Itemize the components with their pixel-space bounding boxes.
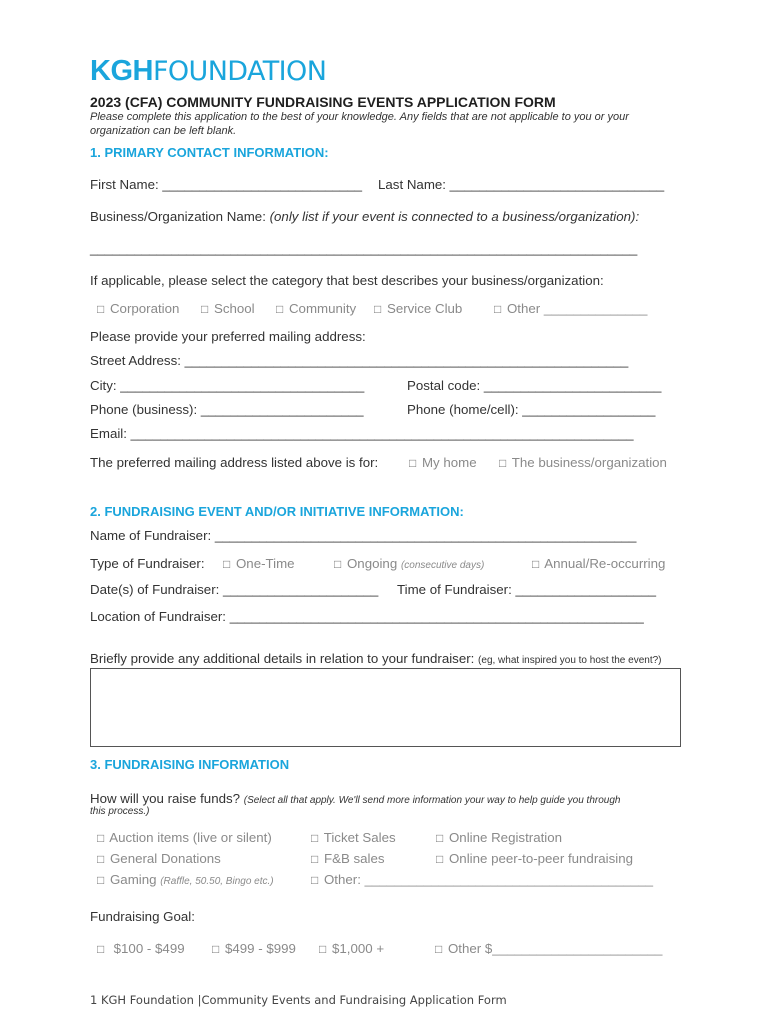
first-name-field[interactable]: First Name: ___________________________ [90,177,363,192]
raise-funds-note: (Select all that apply. We'll send more information your way to help guide you through [243,795,621,806]
goal-100-499[interactable]: □ $100 - $499 [97,941,185,956]
checkbox-icon[interactable]: □ [499,456,507,470]
form-intro: Please complete this application to the best of your knowledge. Any fields that are not applicable to you or your organization can be left blank. [90,111,629,137]
city-field[interactable]: City: _________________________________ [90,378,365,393]
category-school[interactable]: □ School [201,301,255,316]
category-community[interactable]: □ Community [276,301,357,316]
fundraiser-type-label: Type of Fundraiser: [90,556,205,571]
checkbox-icon[interactable]: □ [97,942,105,956]
checkbox-icon[interactable]: □ [97,302,105,316]
checkbox-icon[interactable]: □ [311,873,319,887]
details-textarea[interactable] [90,668,681,747]
page-footer: 1 KGH Foundation |Community Events and Fundraising Application Form [90,993,507,1007]
checkbox-icon[interactable]: □ [97,852,105,866]
checkbox-icon[interactable]: □ [311,852,319,866]
phone-business-field[interactable]: Phone (business): ______________________ [90,402,364,417]
checkbox-icon[interactable]: □ [276,302,284,316]
fundraiser-location-field[interactable]: Location of Fundraiser: ________________________________________________________ [90,609,644,624]
mailing-option-home[interactable]: □ My home [409,455,477,470]
checkbox-icon[interactable]: □ [532,557,540,571]
fundraiser-time-field[interactable]: Time of Fundraiser: ___________________ [397,582,656,597]
checkbox-icon[interactable]: □ [212,942,220,956]
fundraising-goal-label: Fundraising Goal: [90,909,195,924]
raise-funds-note-cont: this process.) [90,806,150,817]
logo-light-text: FOUNDATION [152,55,327,87]
postal-code-field[interactable]: Postal code: ________________________ [407,378,662,393]
last-name-field[interactable]: Last Name: _____________________________ [378,177,665,192]
goal-499-999[interactable]: □ $499 - $999 [212,941,296,956]
mailing-option-business[interactable]: □ The business/organization [499,455,667,470]
fundraiser-name-field[interactable]: Name of Fundraiser: _________________________________________________________ [90,528,637,543]
section-3-heading: 3. FUNDRAISING INFORMATION [90,757,290,772]
category-service-club[interactable]: □ Service Club [374,301,463,316]
category-other[interactable]: □ Other ______________ [494,301,648,316]
method-peer-to-peer[interactable]: □ Online peer-to-peer fundraising [436,851,633,866]
section-1-heading: 1. PRIMARY CONTACT INFORMATION: [90,145,329,160]
checkbox-icon[interactable]: □ [374,302,382,316]
section-2-heading: 2. FUNDRAISING EVENT AND/OR INITIATIVE INFORMATION: [90,504,464,519]
form-title: 2023 (CFA) COMMUNITY FUNDRAISING EVENTS APPLICATION FORM [90,94,556,110]
checkbox-icon[interactable]: □ [319,942,327,956]
checkbox-icon[interactable]: □ [409,456,417,470]
details-prompt: Briefly provide any additional details in relation to your fundraiser: (eg, what inspired you to host the event?) [90,651,662,666]
method-gaming[interactable]: □ Gaming (Raffle, 50.50, Bingo etc.) [97,872,274,887]
checkbox-icon[interactable]: □ [311,831,319,845]
method-other[interactable]: □ Other: _______________________________________ [311,872,654,887]
street-address-field[interactable]: Street Address: ____________________________________________________________ [90,353,629,368]
email-field[interactable]: Email: ____________________________________________________________________ [90,426,634,441]
business-name-label [90,209,639,224]
type-one-time[interactable]: □ One-Time [223,556,295,571]
details-note: (eg, what inspired you to host the event?) [478,655,662,666]
mailing-listed-label: The preferred mailing address listed above is for: [90,455,379,470]
category-corporation[interactable]: □ Corporation [97,301,180,316]
goal-other[interactable]: □ Other $_______________________ [435,941,663,956]
method-auction[interactable]: □ Auction items (live or silent) [97,830,272,845]
checkbox-icon[interactable]: □ [97,831,105,845]
category-prompt: If applicable, please select the category that best describes your business/organization: [90,273,604,288]
business-name-field[interactable]: __________________________________________________________________________ [90,241,638,256]
type-annual[interactable]: □ Annual/Re-occurring [532,556,666,571]
checkbox-icon[interactable]: □ [201,302,209,316]
phone-home-field[interactable]: Phone (home/cell): __________________ [407,402,656,417]
raise-funds-prompt: How will you raise funds? (Select all that apply. We'll send more information your way to help guide you through [90,791,621,806]
method-fb-sales[interactable]: □ F&B sales [311,851,385,866]
checkbox-icon[interactable]: □ [334,557,342,571]
kgh-foundation-logo [90,56,326,86]
logo-bold-text: KGH [90,54,153,87]
checkbox-icon[interactable]: □ [223,557,231,571]
checkbox-icon[interactable]: □ [494,302,502,316]
business-note: (only list if your event is connected to a business/organization): [269,209,640,224]
checkbox-icon[interactable]: □ [435,942,443,956]
checkbox-icon[interactable]: □ [436,831,444,845]
fundraiser-dates-field[interactable]: Date(s) of Fundraiser: _____________________ [90,582,379,597]
checkbox-icon[interactable]: □ [97,873,105,887]
mailing-prompt: Please provide your preferred mailing address: [90,329,366,344]
method-online-registration[interactable]: □ Online Registration [436,830,563,845]
method-ticket-sales[interactable]: □ Ticket Sales [311,830,396,845]
business-label-text: Business/Organization Name: [90,209,266,224]
type-ongoing[interactable]: □ Ongoing (consecutive days) [334,556,485,571]
method-donations[interactable]: □ General Donations [97,851,221,866]
checkbox-icon[interactable]: □ [436,852,444,866]
goal-1000-plus[interactable]: □ $1,000 + [319,941,385,956]
